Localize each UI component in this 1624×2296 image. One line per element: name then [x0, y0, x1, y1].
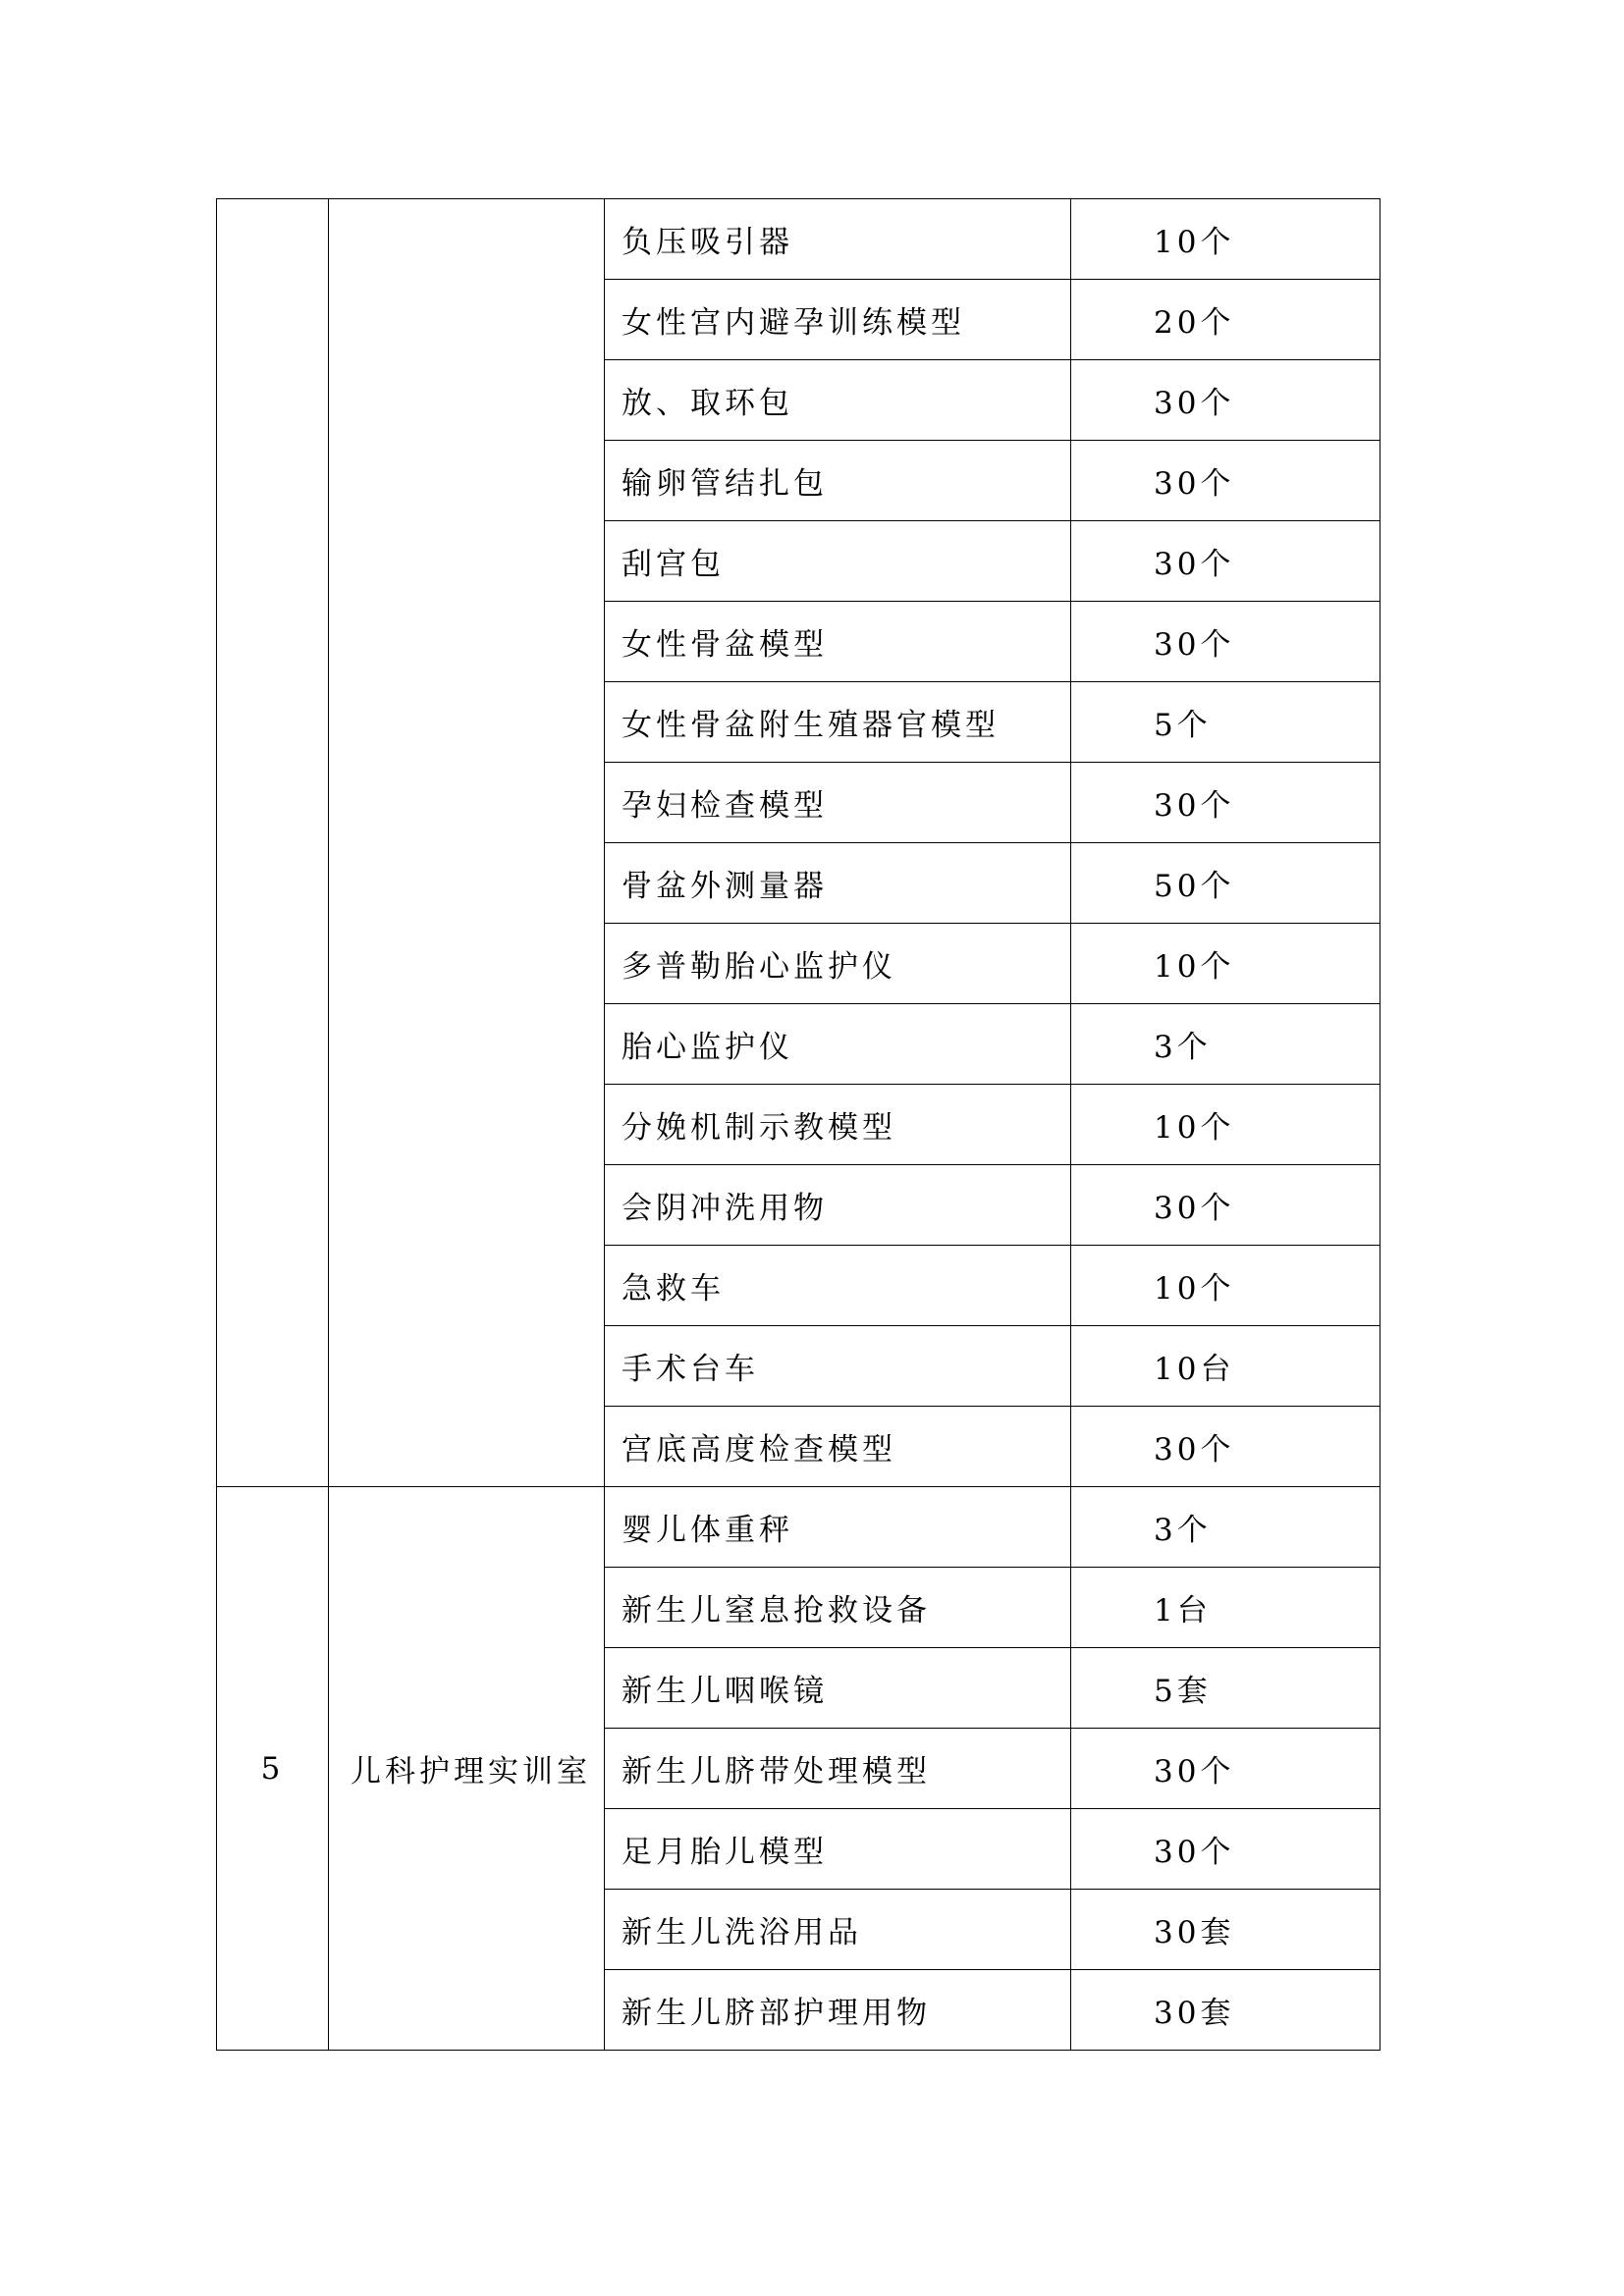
equipment-quantity-cell: 10台 [1071, 1326, 1380, 1407]
equipment-name-cell: 多普勒胎心监护仪 [605, 924, 1071, 1004]
equipment-quantity-cell: 1台 [1071, 1568, 1380, 1648]
table-row [217, 199, 1380, 280]
equipment-name-cell: 新生儿脐部护理用物 [605, 1970, 1071, 2051]
equipment-quantity-cell: 10个 [1071, 1246, 1380, 1326]
equipment-table [216, 198, 1380, 2051]
equipment-name-cell: 刮宫包 [605, 521, 1071, 602]
equipment-quantity-cell: 10个 [1071, 199, 1380, 280]
equipment-quantity-cell: 20个 [1071, 280, 1380, 360]
equipment-quantity-cell: 30个 [1071, 1165, 1380, 1246]
equipment-quantity-cell: 30个 [1071, 763, 1380, 843]
equipment-quantity-cell: 30个 [1071, 1809, 1380, 1890]
equipment-quantity-cell: 30套 [1071, 1970, 1380, 2051]
equipment-name-cell: 新生儿脐带处理模型 [605, 1729, 1071, 1809]
equipment-quantity-cell: 5个 [1071, 682, 1380, 763]
section-number-cell [217, 199, 329, 1487]
equipment-quantity-cell: 3个 [1071, 1004, 1380, 1085]
equipment-name-cell: 负压吸引器 [605, 199, 1071, 280]
equipment-name-cell: 分娩机制示教模型 [605, 1085, 1071, 1165]
table-row [217, 1487, 1380, 1568]
equipment-name-cell: 孕妇检查模型 [605, 763, 1071, 843]
equipment-quantity-cell: 3个 [1071, 1487, 1380, 1568]
training-room-cell [329, 199, 605, 1487]
equipment-name-cell: 胎心监护仪 [605, 1004, 1071, 1085]
section-number-cell: 5 [217, 1487, 329, 2051]
equipment-quantity-cell: 10个 [1071, 1085, 1380, 1165]
equipment-quantity-cell: 30个 [1071, 602, 1380, 682]
equipment-quantity-cell: 30个 [1071, 441, 1380, 521]
equipment-quantity-cell: 30套 [1071, 1890, 1380, 1970]
equipment-quantity-cell: 5套 [1071, 1648, 1380, 1729]
equipment-name-cell: 宫底高度检查模型 [605, 1407, 1071, 1487]
equipment-name-cell: 女性骨盆模型 [605, 602, 1071, 682]
equipment-name-cell: 急救车 [605, 1246, 1071, 1326]
equipment-name-cell: 女性宫内避孕训练模型 [605, 280, 1071, 360]
training-room-cell: 儿科护理实训室 [329, 1487, 605, 2051]
equipment-name-cell: 足月胎儿模型 [605, 1809, 1071, 1890]
equipment-name-cell: 婴儿体重秤 [605, 1487, 1071, 1568]
equipment-quantity-cell: 30个 [1071, 1407, 1380, 1487]
equipment-quantity-cell: 30个 [1071, 1729, 1380, 1809]
equipment-quantity-cell: 10个 [1071, 924, 1380, 1004]
equipment-name-cell: 放、取环包 [605, 360, 1071, 441]
equipment-table-body [217, 199, 1380, 2051]
equipment-name-cell: 新生儿窒息抢救设备 [605, 1568, 1071, 1648]
equipment-quantity-cell: 50个 [1071, 843, 1380, 924]
equipment-name-cell: 会阴冲洗用物 [605, 1165, 1071, 1246]
equipment-name-cell: 新生儿洗浴用品 [605, 1890, 1071, 1970]
equipment-name-cell: 骨盆外测量器 [605, 843, 1071, 924]
equipment-quantity-cell: 30个 [1071, 521, 1380, 602]
equipment-name-cell: 输卵管结扎包 [605, 441, 1071, 521]
equipment-name-cell: 女性骨盆附生殖器官模型 [605, 682, 1071, 763]
equipment-name-cell: 手术台车 [605, 1326, 1071, 1407]
equipment-name-cell: 新生儿咽喉镜 [605, 1648, 1071, 1729]
equipment-quantity-cell: 30个 [1071, 360, 1380, 441]
